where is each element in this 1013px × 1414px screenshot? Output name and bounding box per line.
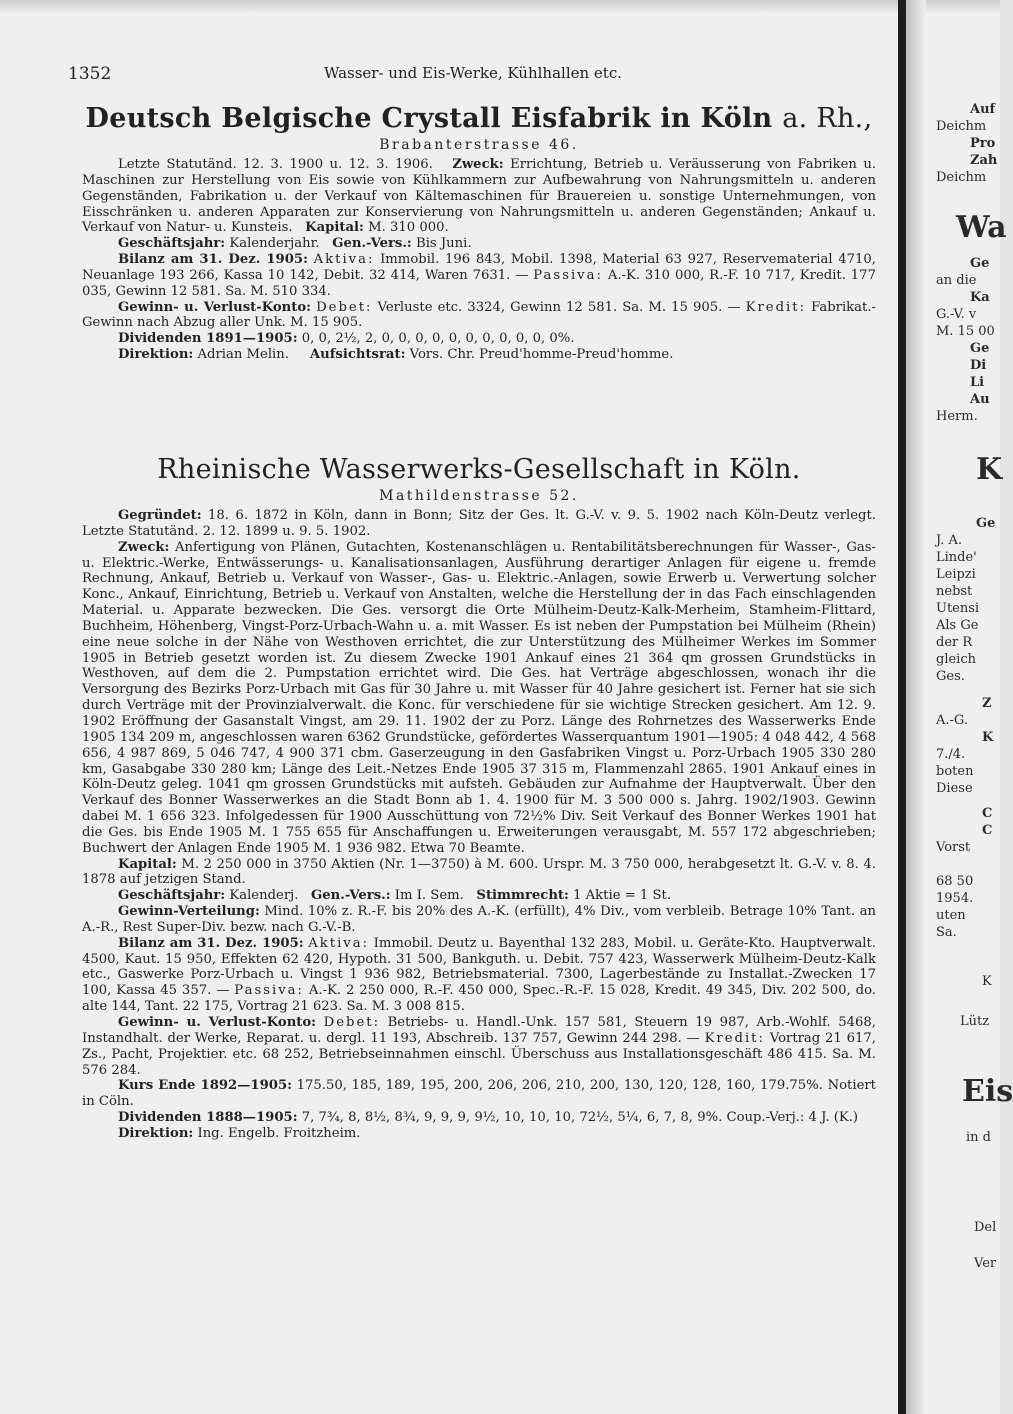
entry-title: [82, 103, 876, 135]
fragment-text: J. A.: [936, 533, 962, 548]
kurs-label: Kurs Ende 1892—1905:: [118, 1078, 292, 1094]
debet-label: Debet:: [323, 1015, 381, 1030]
genvers-text: Bis Juni.: [416, 236, 472, 252]
statute-text: Letzte Statutänd. 12. 3. 1900 u. 12. 3. 1906.: [118, 157, 433, 172]
fragment-text: Au: [970, 392, 990, 407]
fragment-text: Deichm: [936, 119, 987, 134]
page-number: 1352: [68, 64, 112, 84]
fragment-text: der R: [936, 635, 973, 650]
geschaeftsjahr-text: Kalenderjahr.: [229, 236, 320, 252]
kapital-text: M. 2 250 000 in 3750 Aktien (Nr. 1—3750) à M. 600. Urspr. M. 3 750 000, herabgesetzt lt. G.-V. v. 8. 4. 1878 auf jetzigen Stand.: [82, 856, 877, 888]
fragment-text: Ka: [970, 290, 990, 305]
fragment-text: Vorst: [936, 840, 971, 855]
gewinnverteilung-label: Gewinn-Verteilung:: [118, 904, 260, 920]
entry-paragraph: [82, 857, 876, 889]
kredit-text: Vortrag 21 617, Zs., Pacht, Projektier. etc. 68 252, Betriebseinnahmen einschl. Überschuss aus Installationsgeschäft 486 415. Sa. M. 576 284.: [82, 1030, 876, 1078]
passiva-text: A.-K. 2 250 000, R.-F. 450 000, Spec.-R.-F. 15 028, Kredit. 49 345, Div. 202 500, do. alte 144, Tant. 22 175, Vortrag 21 623. Sa. M. 3 008 815.: [82, 983, 876, 1015]
geschaeftsjahr-label: Geschäftsjahr:: [118, 888, 226, 904]
kapital-label: Kapital:: [305, 220, 364, 236]
adjacent-page-fragment: [926, 96, 1013, 1414]
fragment-text: G.-V. v: [936, 307, 977, 322]
aktiva-text: Immobil. Deutz u. Bayenthal 132 283, Mobil. u. Geräte-Kto. Hauptverwalt. 4500, Kaut. 15 950, Effekten 62 420, Hypoth. 31 500, Bankguth. u. Debit. 757 423, Wasserwerk Mülheim-Deutz-Kalk etc., Gaswerke Porz-Urbach u. Vingst 1 936 982, Betriebsmaterial. 7300, Lagerbestände zu Installat.-Zwecken 17 100, Kassa 45 357. —: [82, 935, 876, 999]
fragment-text: Als Ge: [936, 618, 979, 633]
book-gutter: [898, 0, 906, 1414]
kurs-text: 175.50, 185, 189, 195, 200, 206, 206, 210, 200, 130, 120, 128, 160, 179.75%. Notiert in Cöln.: [82, 1078, 876, 1110]
fragment-text: Pro: [970, 136, 996, 151]
entry-address: Mathildenstrasse 52.: [379, 488, 579, 504]
aktiva-text: Immobil. 196 843, Mobil. 1398, Material 63 927, Reservematerial 4710, Neuanlage 193 266, Kassa 10 142, Debit. 32 414, Waren 7631. —: [82, 252, 876, 283]
genvers-label: Gen.-Vers.:: [332, 236, 412, 252]
fragment-text: Ge: [976, 516, 996, 531]
fragment-text: Ge: [970, 256, 990, 271]
entry-paragraph: [82, 936, 876, 1015]
fragment-text: Ver: [974, 1256, 997, 1271]
genvers-text: Im I. Sem.: [394, 888, 464, 904]
entry-paragraph: [82, 1015, 876, 1078]
entry-paragraph: [82, 157, 876, 236]
debet-text: Betriebs- u. Handl.-Unk. 157 581, Steuern 19 987, Arb.-Wohlf. 5468, Instandhalt. der Werke, Reparat. u. dergl. 11 193, Abschreib. 137 757, Gewinn 244 298. —: [82, 1015, 876, 1046]
fragment-text: 7./4.: [936, 747, 966, 762]
fragment-text: 1954.: [936, 891, 974, 906]
zweck-label: Zweck:: [452, 157, 504, 172]
zweck-text: Anfertigung von Plänen, Gutachten, Kostenanschlägen u. Rentabilitätsberechnungen für Wasser-, Gas- u. Elektric.-Werke, Entwässerungs- u. Kanalisationsanlagen, Ausführung derartiger Anlagen für eigene u. fremde Rechnung, Ankauf, Betrieb u. Verkauf von Wasser-, Gas- u. Elektric.-Anlagen, sowie Erwerb u. Verwertung solcher Konc., Ankauf, Einrichtung, Betrieb u. Verkauf von Anstalten, welche die Herstellung der in das Fach einschlagenden Material. u. Apparate bezwecken. Die Ges. versorgt die Orte Mülheim-Deutz-Kalk-Merheim, Stamheim-Flittard, Buchheim, Höhenberg, Vingst-Porz-Urbach-Wahn u. a. mit Wasser. Es ist neben der Pumpstation bei Mülheim (Rhein) eine neue solche in der Nähe von Westhoven errichtet, die zur Unterstützung des Mülheimer Werkes im Sommer 1905 in Betrieb gesetzt worden ist. Zu diesem Zwecke 1901 Ankauf eines 21 364 qm grossen Grundstücks in Westhoven, auf dem die 2. Pumpstation errichtet wird. Die Ges. hat Verträge abgeschlossen, wonach ihr die Versorgung des Bezirks Porz-Urbach mit Gas für 30 Jahre u. mit Wasser für 40 Jahre gesichert ist. Ferner hat sie sich durch Verträge mit der Provinzialverwalt. die Konc. für verschiedene für sie wichtige Strecken gesichert. Am 12. 9. 1902 Eröffnung der Gasanstalt Vingst, am 29. 11. 1902 der zu Porz. Länge des Rohrnetzes des Wasserwerks Ende 1905 134 209 m, angeschlossen waren 6362 Grundstücke, gefördertes Wasserquantum 1901—1905: 4 048 442, 4 568 656, 4 987 869, 5 046 747, 4 900 371 cbm. Gaserzeugung in den Gasfabriken Vingst u. Porz-Urbach 1905 330 280 km, Gasabgabe 330 280 km; Länge des Leit.-Netzes Ende 1905 37 315 m, Flammenzahl 2865. 1901 Ankauf eines in Köln-Deutz geleg. 1041 qm grossen Grundstücks mit aufsteh. Gebäuden zur Aufnahme der Hauptverwalt. Über den Verkauf des Bonner Wasserwerkes an die Stadt Bonn ab 1. 4. 1900 für M. 3 500 000 s. Jahrg. 1902/1903. Gewinn dabei M. 1 656 323. Infolgedessen für 1900 Ausschüttung von 72½% Div. Seit Verkauf des Bonner Werkes 1901 hat die Ges. bis Ende 1905 M. 1 755 655 für Anschaffungen u. Erweiterungen verausgabt, M. 557 172 abgeschrieben; Buchwert der Anlagen Ende 1905 M. 1 936 982. Etwa 70 Beamte.: [82, 539, 876, 856]
kredit-label: Kredit:: [745, 299, 807, 315]
gegruendet-text: 18. 6. 1872 in Köln, dann in Bonn; Sitz der Ges. lt. G.-V. v. 9. 5. 1902 nach Köln-Deutz verlegt. Letzte Statutänd. 2. 12. 1899 u. 9. 5. 1902.: [82, 508, 876, 539]
debet-text: Verluste etc. 3324, Gewinn 12 581. Sa. M. 15 905. —: [377, 299, 741, 315]
fragment-text: Auf: [970, 102, 996, 117]
entry-title-suffix: a. Rh.,: [782, 103, 873, 134]
geschaeftsjahr-label: Geschäftsjahr:: [118, 236, 226, 252]
entry-title: Rheinische Wasserwerks-Gesellschaft in Köln.: [157, 454, 801, 485]
passiva-text: A.-K. 310 000, R.-F. 10 717, Kredit. 177 035, Gewinn 12 581. Sa. M. 510 334.: [82, 267, 876, 299]
bilanz-label: Bilanz am 31. Dez. 1905:: [118, 935, 304, 951]
entry-paragraph: [82, 347, 876, 363]
fragment-text: Leipzi: [936, 567, 976, 582]
fragment-text: Li: [970, 375, 985, 390]
aufsichtsrat-label: Aufsichtsrat:: [309, 347, 406, 363]
fragment-text: Ge: [970, 341, 990, 356]
fragment-text: A.-G.: [936, 713, 968, 728]
fragment-text: Ges.: [936, 669, 965, 684]
entry-paragraph: [82, 888, 876, 904]
dividenden-text: 0, 0, 2½, 2, 0, 0, 0, 0, 0, 0, 0, 0, 0, 0, 0%.: [301, 331, 575, 347]
fragment-text: Sa.: [936, 925, 957, 940]
kapital-text: M. 310 000.: [368, 220, 449, 236]
fragment-text: Deichm: [936, 170, 987, 185]
kredit-label: Kredit:: [704, 1030, 765, 1046]
entry-paragraph: [82, 1126, 876, 1142]
scan-shadow: [0, 0, 1000, 14]
debet-label: Debet:: [316, 299, 373, 315]
fragment-text: Herm.: [936, 409, 978, 424]
fragment-text: in d: [966, 1130, 991, 1145]
passiva-label: Passiva:: [533, 267, 603, 283]
fragment-text: Z: [982, 696, 992, 711]
fragment-text: Zah: [970, 153, 998, 168]
passiva-label: Passiva:: [234, 983, 304, 999]
fragment-text: gleich: [936, 652, 976, 667]
direktion-text: Adrian Melin.: [197, 347, 289, 363]
entry-paragraph: [82, 904, 876, 936]
kredit-text: Fabrikat.-Gewinn nach Abzug aller Unk. M. 15 905.: [82, 299, 876, 331]
zweck-label: Zweck:: [118, 539, 170, 555]
fragment-text: Di: [970, 358, 987, 373]
fragment-text: uten: [936, 908, 966, 923]
entry-crystall-eisfabrik: [82, 103, 876, 363]
fragment-text: Lütz: [960, 1014, 990, 1029]
fragment-text: Diese: [936, 781, 973, 796]
geschaeftsjahr-text: Kalenderj.: [229, 888, 299, 904]
zweck-text: Errichtung, Betrieb u. Veräusserung von Fabriken u. Maschinen zur Herstellung von Eis sowie von Kühlkammern zur Aufbewahrung von Nahrungsmitteln u. anderen Gegenständen, Fabrikation u. der Verkauf von Kältemaschinen für Brauereien u. sonstige Unternehmungen, von Eisschränken u. anderen Apparaten zur Konservierung von Nahrungsmitteln u. anderen Gegenständen; Ankauf u. Verkauf von Natur- u. Kunsteis.: [82, 157, 877, 236]
fragment-heading: Wa: [956, 210, 1007, 245]
dividenden-label: Dividenden 1891—1905:: [118, 331, 298, 347]
aktiva-label: Aktiva:: [308, 935, 370, 951]
entry-paragraph: [82, 331, 876, 347]
fragment-text: an die: [936, 273, 977, 288]
entry-paragraph: [82, 508, 876, 540]
entry-title-main: Deutsch Belgische Crystall Eisfabrik in Köln: [85, 103, 773, 134]
direktion-label: Direktion:: [118, 1125, 194, 1141]
entry-paragraph: [82, 1078, 876, 1110]
fragment-text: M. 15 00: [936, 324, 995, 339]
kapital-label: Kapital:: [118, 856, 177, 872]
fragment-text: K: [982, 974, 992, 989]
bilanz-label: Bilanz am 31. Dez. 1905:: [118, 252, 308, 268]
fragment-heading: Eis: [962, 1074, 1013, 1109]
dividenden-text: 7, 7¾, 8, 8½, 8¾, 9, 9, 9, 9½, 10, 10, 10, 72½, 5¼, 6, 7, 8, 9%. Coup.-Verj.: 4 J. (K.): [301, 1110, 859, 1126]
fragment-heading: K: [976, 452, 1003, 487]
fragment-text: Utensi: [936, 601, 980, 616]
fragment-text: nebst: [936, 584, 973, 599]
fragment-text: C: [982, 806, 993, 821]
entry-paragraph: [82, 1110, 876, 1126]
stimmrecht-label: Stimmrecht:: [476, 888, 569, 904]
direktion-text: Ing. Engelb. Froitzheim.: [197, 1125, 361, 1141]
stimmrecht-text: 1 Aktie = 1 St.: [573, 888, 672, 904]
gewinnverteilung-text: Mind. 10% z. R.-F. bis 20% des A.-K. (erfüllt), 4% Div., vom verbleib. Betrage 10% Tant. an A.-R., Rest Super-Div. bezw. nach G.-V.-B.: [82, 904, 876, 935]
running-title: Wasser- und Eis-Werke, Kühlhallen etc.: [323, 64, 623, 82]
gegruendet-label: Gegründet:: [118, 508, 202, 523]
running-head: [68, 64, 878, 86]
entry-paragraph: [82, 540, 876, 857]
fragment-text: boten: [936, 764, 974, 779]
fragment-text: Linde': [936, 550, 977, 565]
entry-paragraph: [82, 252, 876, 300]
entry-address: Brabanterstrasse 46.: [379, 137, 579, 153]
entry-rheinische-wasserwerks: [82, 454, 876, 1142]
fragment-text: Del: [974, 1220, 997, 1235]
genvers-label: Gen.-Vers.:: [311, 888, 391, 904]
aktiva-label: Aktiva:: [313, 252, 375, 268]
guv-label: Gewinn- u. Verlust-Konto:: [118, 299, 312, 315]
dividenden-label: Dividenden 1888—1905:: [118, 1110, 298, 1126]
gutter-shadow: [906, 0, 926, 1414]
fragment-text: K: [982, 730, 994, 745]
entry-paragraph: [82, 236, 876, 252]
direktion-label: Direktion:: [118, 347, 194, 363]
entry-paragraph: [82, 300, 876, 332]
aufsichtsrat-text: Vors. Chr. Preud'homme-Preud'homme.: [409, 347, 674, 363]
guv-label: Gewinn- u. Verlust-Konto:: [118, 1015, 317, 1030]
fragment-text: 68 50: [936, 874, 974, 889]
fragment-text: C: [982, 823, 993, 838]
